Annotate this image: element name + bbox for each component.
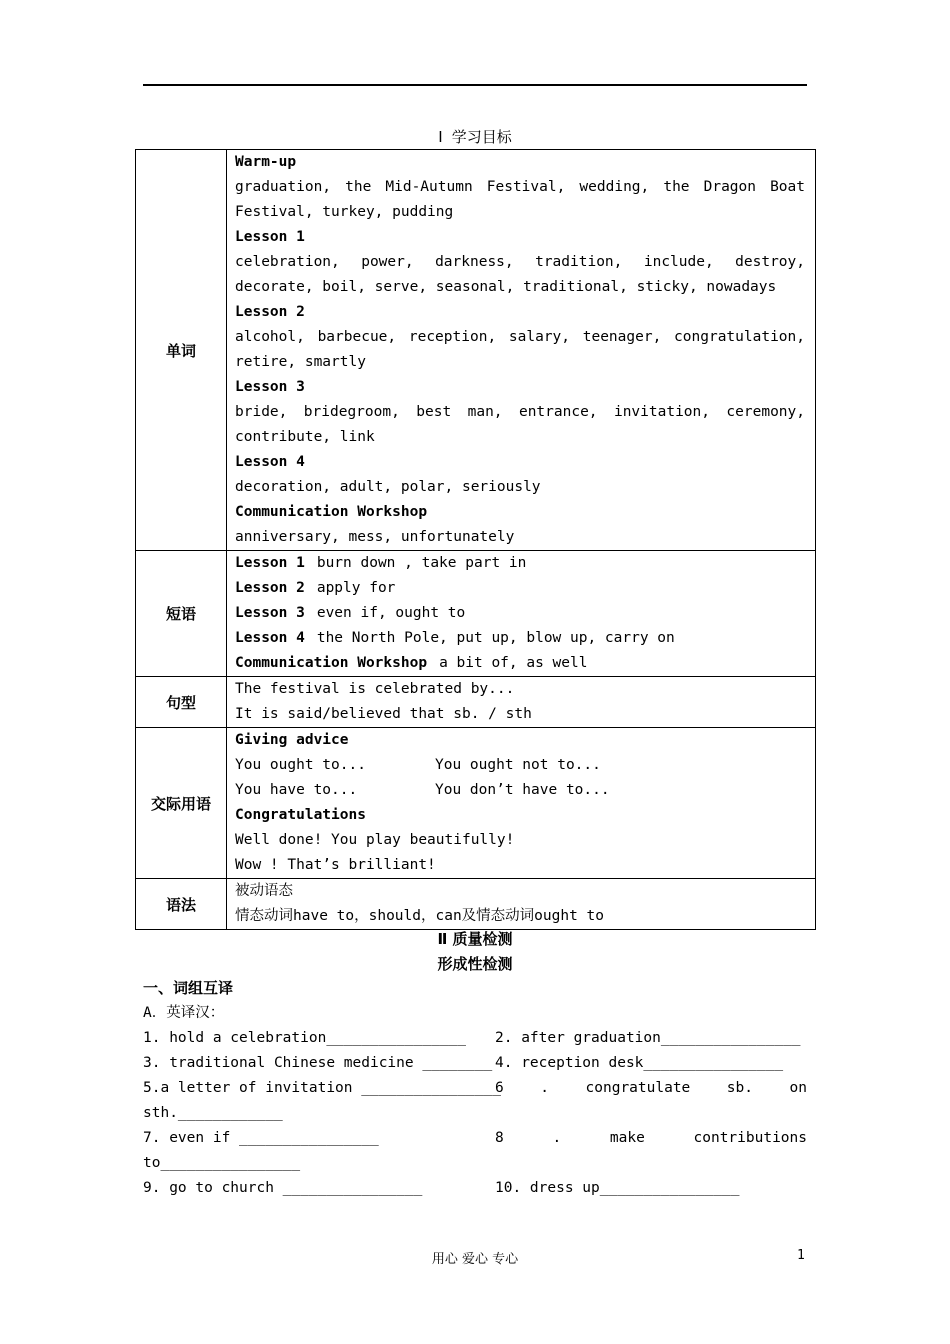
- phrases-row: [136, 551, 816, 677]
- advice-line: [235, 753, 805, 778]
- exercise-item: 3. traditional Chinese medicine ________: [143, 1055, 493, 1071]
- sentence-line: The festival is celebrated by...: [235, 681, 515, 697]
- lesson4-line: decoration, adult, polar, seriously: [235, 479, 541, 495]
- lesson4-heading: Lesson 4: [235, 454, 305, 470]
- lesson1-heading: Lesson 1: [235, 229, 305, 245]
- exercise-item-continued: sth.____________: [143, 1105, 283, 1121]
- phrase-heading: Communication Workshop: [235, 655, 428, 671]
- lesson3-line: contribute, link: [235, 429, 375, 445]
- warmup-line: Festival, turkey, pudding: [235, 204, 454, 220]
- workshop-heading: Communication Workshop: [235, 504, 428, 520]
- phrase-heading: Lesson 4: [235, 630, 305, 646]
- grammar-row: [136, 879, 816, 930]
- phrase-text: apply for: [316, 580, 396, 596]
- exercise-item: 8 . make contributions: [495, 1130, 807, 1146]
- part-heading: 一、词组互译: [143, 979, 234, 997]
- exercise-item: 1. hold a celebration________________: [143, 1030, 467, 1046]
- grammar-line: 情态动词have to，should，can及情态动词ought to: [235, 908, 605, 924]
- sub-heading: A．英译汉：: [143, 1005, 225, 1021]
- phrase-line: [235, 551, 805, 576]
- sentences-label: 句型: [136, 677, 227, 728]
- advice-item: You don’t have to...: [435, 782, 610, 798]
- communication-label: 交际用语: [136, 728, 227, 879]
- communication-row: [136, 728, 816, 879]
- exercise-line: [143, 1076, 807, 1101]
- exercise-item-continued: to________________: [143, 1155, 301, 1171]
- section-title-quality: Ⅱ 质量检测: [437, 930, 513, 948]
- grammar-content: [227, 879, 816, 930]
- warmup-line: graduation, the Mid-Autumn Festival, wedding, the Dragon Boat: [235, 179, 805, 195]
- communication-content: [227, 728, 816, 879]
- footer-text: 用心 爱心 专心: [431, 1252, 519, 1267]
- lesson2-line: retire, smartly: [235, 354, 366, 370]
- exercise-item: 9. go to church ________________: [143, 1180, 423, 1196]
- exercise-line: [143, 1101, 807, 1126]
- exercise-line: [143, 1126, 807, 1151]
- grammar-label: 语法: [136, 879, 227, 930]
- lesson3-heading: Lesson 3: [235, 379, 305, 395]
- phrase-text: burn down , take part in: [316, 555, 527, 571]
- congratulations-line: Wow ! That’s brilliant!: [235, 857, 436, 873]
- page-number: 1: [797, 1248, 805, 1263]
- exercise-item: 2. after graduation________________: [495, 1030, 801, 1046]
- learning-goals-table: [135, 149, 816, 930]
- advice-line: [235, 778, 805, 803]
- vocab-content: [227, 150, 816, 551]
- phrase-heading: Lesson 1: [235, 555, 305, 571]
- advice-item: You ought to...: [235, 757, 366, 773]
- advice-item: You have to...: [235, 782, 358, 798]
- phrase-heading: Lesson 2: [235, 580, 305, 596]
- exercise-line: [143, 1051, 807, 1076]
- exercise-line: [143, 1176, 807, 1201]
- phrase-line: [235, 651, 805, 676]
- warmup-heading: Warm-up: [235, 154, 297, 170]
- exercise-line: [143, 1151, 807, 1176]
- workshop-line: anniversary, mess, unfortunately: [235, 529, 515, 545]
- subtitle-formative: 形成性检测: [437, 955, 513, 973]
- congratulations-heading: Congratulations: [235, 807, 366, 823]
- phrases-content: [227, 551, 816, 677]
- phrase-heading: Lesson 3: [235, 605, 305, 621]
- sentences-row: [136, 677, 816, 728]
- advice-item: You ought not to...: [435, 757, 601, 773]
- lesson2-heading: Lesson 2: [235, 304, 305, 320]
- exercise-item: 6 . congratulate sb. on: [495, 1080, 807, 1096]
- phrase-text: a bit of, as well: [439, 655, 588, 671]
- exercise-item: 10. dress up________________: [495, 1180, 740, 1196]
- phrase-line: [235, 601, 805, 626]
- section-title-goals: Ⅰ 学习目标: [438, 128, 512, 146]
- lesson1-line: decorate, boil, serve, seasonal, traditional, sticky, nowadays: [235, 279, 777, 295]
- lesson1-line: celebration, power, darkness, tradition, include, destroy,: [235, 254, 805, 270]
- congratulations-line: Well done! You play beautifully!: [235, 832, 515, 848]
- sentences-content: [227, 677, 816, 728]
- phrase-text: even if, ought to: [316, 605, 466, 621]
- header-rule: [143, 84, 807, 86]
- phrase-line: [235, 626, 805, 651]
- sentence-line: It is said/believed that sb. / sth: [235, 706, 532, 722]
- vocab-row: [136, 150, 816, 551]
- lesson2-line: alcohol, barbecue, reception, salary, teenager, congratulation,: [235, 329, 805, 345]
- grammar-line: 被动语态: [235, 883, 293, 899]
- exercise-item: 5.a letter of invitation ________________: [143, 1080, 501, 1096]
- phrase-line: [235, 576, 805, 601]
- advice-heading: Giving advice: [235, 732, 349, 748]
- phrase-text: the North Pole, put up, blow up, carry on: [316, 630, 675, 646]
- exercise-item: 4. reception desk________________: [495, 1055, 784, 1071]
- phrases-label: 短语: [136, 551, 227, 677]
- lesson3-line: bride, bridegroom, best man, entrance, invitation, ceremony,: [235, 404, 805, 420]
- vocab-label: 单词: [136, 150, 227, 551]
- exercise-item: 7. even if ________________: [143, 1130, 379, 1146]
- exercise-line: [143, 1026, 807, 1051]
